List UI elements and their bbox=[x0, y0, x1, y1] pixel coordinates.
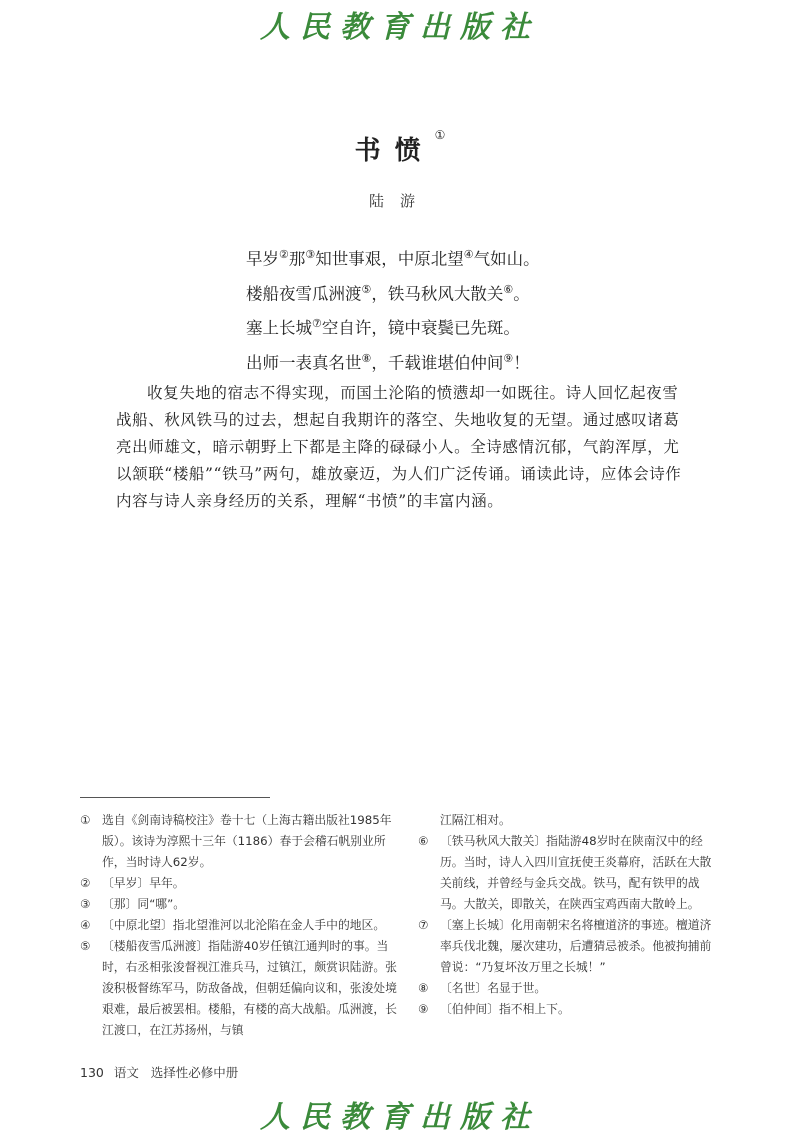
footnote-number: ⑨ bbox=[418, 1002, 429, 1016]
footnote-number: ① bbox=[80, 813, 91, 827]
poem-text: 气如山。 bbox=[473, 249, 540, 269]
footnote-text: 〔早岁〕早年。 bbox=[102, 876, 185, 890]
poem-title bbox=[0, 130, 800, 167]
book-label: 选择性必修中册 bbox=[150, 1065, 239, 1080]
poem-text: 出师一表真名世 bbox=[246, 353, 362, 372]
poem-text: ，千载谁堪伯仲间 bbox=[371, 353, 504, 372]
footnote-divider bbox=[80, 797, 270, 798]
footnote bbox=[418, 978, 718, 999]
footnote bbox=[418, 999, 718, 1020]
footnote-text: 〔塞上长城〕化用南朝宋名将檀道济的事迹。檀道济率兵伐北魏，屡次建功，后遭猜忌被杀。他被拘捕前曾说：“乃复坏汝万里之长城！” bbox=[440, 918, 712, 974]
title-text: 书愤 bbox=[354, 136, 435, 166]
footnote-number: ⑧ bbox=[418, 981, 429, 995]
poem-body bbox=[246, 240, 540, 378]
title-footnote-mark: ① bbox=[434, 128, 446, 143]
poem-text: 早岁 bbox=[246, 249, 279, 269]
poem-text: 那 bbox=[288, 249, 306, 269]
footnote bbox=[418, 831, 718, 915]
poem-text: 空自许，镜中衰鬓已先斑。 bbox=[321, 318, 520, 338]
publisher-logo-top: 人民教育出版社 bbox=[260, 10, 540, 45]
poem-text: 楼船夜雪瓜洲渡 bbox=[246, 284, 362, 303]
footnotes-left-column bbox=[80, 810, 400, 1041]
footnote-number: ⑥ bbox=[418, 834, 429, 848]
subject-label: 语文 bbox=[113, 1065, 139, 1080]
footnote-number: ⑤ bbox=[80, 939, 91, 953]
poem-author: 陆游 bbox=[368, 192, 431, 210]
poem-text: 。 bbox=[513, 284, 530, 303]
footnote bbox=[418, 915, 718, 978]
footnote-mark: ⑤ bbox=[361, 282, 372, 296]
footnote-text: 〔名世〕名显于世。 bbox=[440, 981, 547, 995]
poem-text: 知世事艰，中原北望 bbox=[315, 249, 464, 269]
footnote-number: ⑦ bbox=[418, 918, 429, 932]
footnote-text: 〔铁马秋风大散关〕指陆游48岁时在陕南汉中的经历。当时，诗人入四川宣抚使王炎幕府，活跃在大散关前线，并曾经与金兵交战。铁马，配有铁甲的战马。大散关，即散关，在陕西宝鸡西南大散岭上。 bbox=[440, 834, 712, 911]
footnote bbox=[80, 873, 400, 894]
publisher-logo-bottom: 人民教育出版社 bbox=[260, 1100, 540, 1135]
footnote-text: 〔那〕同“哪”。 bbox=[102, 897, 186, 911]
poem-text: ，铁马秋风大散关 bbox=[371, 284, 504, 303]
footnote-number: ② bbox=[80, 876, 91, 890]
page-footer bbox=[80, 1063, 238, 1081]
footnote bbox=[80, 894, 400, 915]
footnote bbox=[80, 915, 400, 936]
page-number: 130 bbox=[80, 1065, 104, 1080]
poem-text: 塞上长城 bbox=[246, 318, 312, 338]
poem-line bbox=[246, 344, 540, 379]
footnote-number: ④ bbox=[80, 918, 91, 932]
footnote bbox=[80, 936, 400, 1041]
footnote-text: 〔中原北望〕指北望淮河以北沦陷在金人手中的地区。 bbox=[102, 918, 386, 932]
footnote-mark: ⑨ bbox=[503, 351, 514, 365]
footnote-number: ③ bbox=[80, 897, 91, 911]
poem-line bbox=[246, 240, 540, 275]
reading-guide-paragraph: 收复失地的宿志不得实现，而国土沦陷的愤懑却一如既往。诗人回忆起夜雪战船、秋风铁马的过去，想起自我期许的落空、失地收复的无望。通过感叹诸葛亮出师雄文，暗示朝野上下都是主降的碌碌小人。全诗感情沉郁，气韵浑厚，尤以颔联“楼船”“铁马”两句，雄放豪迈，为人们广泛传诵。诵读此诗，应体会诗作内容与诗人亲身经历的关系，理解“书愤”的丰富内涵。 bbox=[116, 384, 682, 510]
footnote-mark: ② bbox=[279, 248, 289, 261]
footnote-text: 〔楼船夜雪瓜洲渡〕指陆游40岁任镇江通判时的事。当时，右丞相张浚督视江淮兵马，过镇江，颇赏识陆游。张浚积极督练军马，防敌备战，但朝廷偏向议和，张浚处境艰难，最后被罢相。楼船，有楼的高大战船。瓜洲渡，长江渡口，在江苏扬州，与镇 bbox=[102, 939, 397, 1037]
footnote-mark: ③ bbox=[305, 248, 316, 261]
footnote-mark: ⑧ bbox=[361, 351, 372, 365]
footnotes-right-column bbox=[418, 810, 718, 1020]
footnotes-right-list bbox=[418, 831, 718, 1020]
poem-line bbox=[246, 309, 540, 344]
footnote-text: 选自《剑南诗稿校注》卷十七（上海古籍出版社1985年版）。该诗为淳熙十三年（1186）春于会稽石帆别业所作，当时诗人62岁。 bbox=[102, 813, 392, 869]
footnote bbox=[80, 810, 400, 873]
footnote-5-continued: 江隔江相对。 bbox=[440, 813, 511, 827]
poem-text: ！ bbox=[513, 353, 530, 372]
footnote-text: 〔伯仲间〕指不相上下。 bbox=[440, 1002, 570, 1016]
footnote-mark: ⑦ bbox=[312, 317, 322, 330]
footnote-mark: ④ bbox=[463, 248, 474, 261]
poem-line bbox=[246, 275, 540, 310]
footnote-mark: ⑥ bbox=[503, 282, 514, 296]
